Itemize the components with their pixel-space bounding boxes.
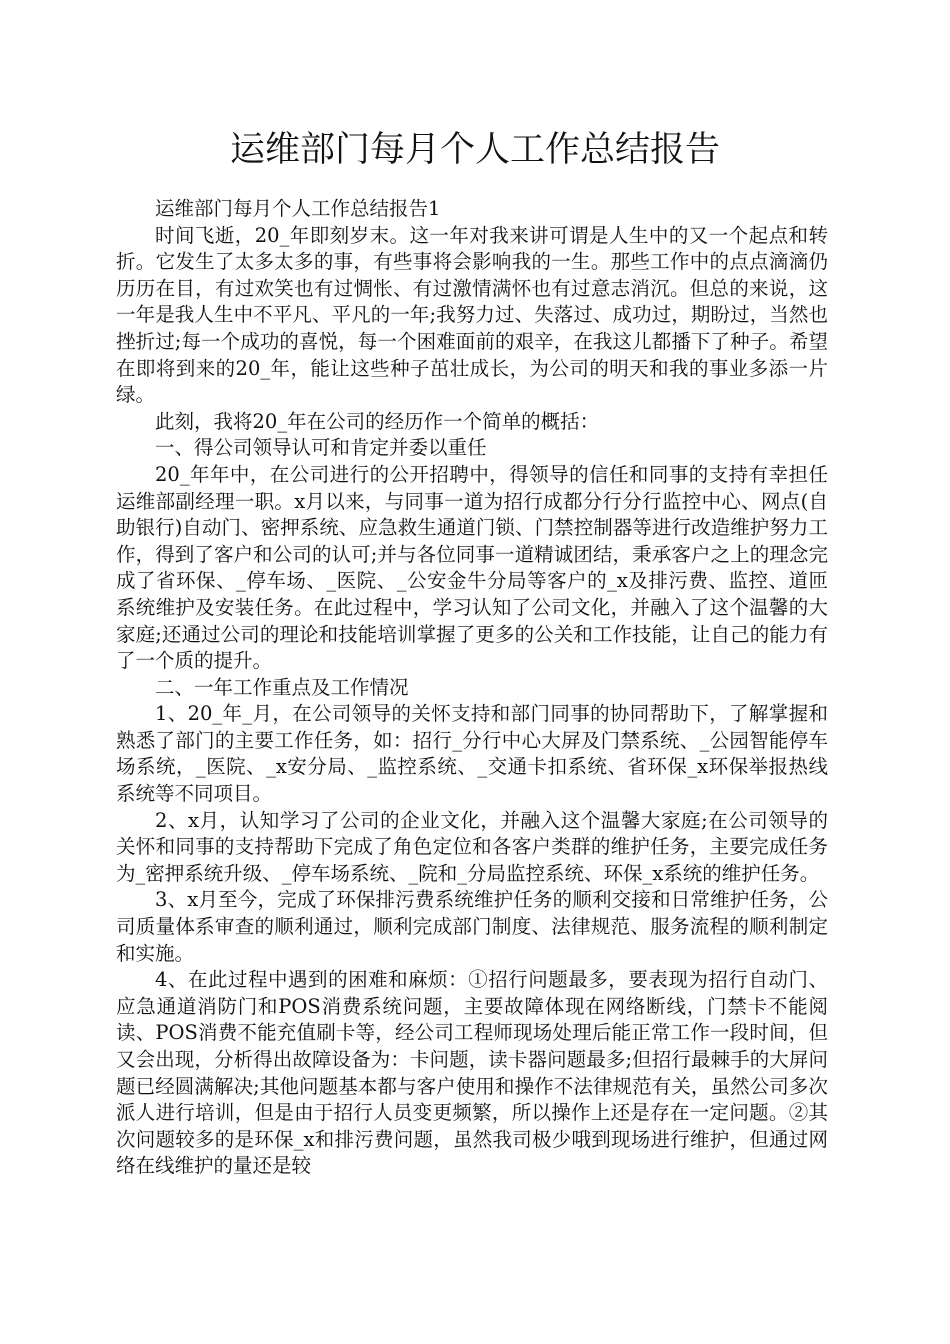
paragraph-item-1: 1、20_年_月，在公司领导的关怀支持和部门同事的协同帮助下，了解掌握和熟悉了部门的主要工作任务，如：招行_分行中心大屏及门禁系统、_公园智能停车场系统，_医院、_x安分局、_监控系统、_交通卡扣系统、省环保_x环保举报热线系统等不同项目。 — [116, 702, 828, 806]
paragraph-item-2: 2、x月，认知学习了公司的企业文化，并融入这个温馨大家庭;在公司领导的关怀和同事的支持帮助下完成了角色定位和各客户类群的维护任务，主要完成任务为_密押系统升级、_停车场系统、_院和_分局监控系统、环保_x系统的维护任务。 — [116, 808, 828, 885]
paragraph-item-4: 4、在此过程中遇到的困难和麻烦：①招行问题最多，要表现为招行自动门、应急通道消防门和POS消费系统问题，主要故障体现在网络断线，门禁卡不能阅读、POS消费不能充值刷卡等，经公司工程师现场处理后能正常工作一段时间，但又会出现，分析得出故障设备为：卡问题，读卡器问题最多;但招行最棘手的大屏问题已经圆满解决;其他问题基本都与客户使用和操作不法律规范有关，虽然公司多次派人进行培训，但是由于招行人员变更频繁，所以操作上还是存在一定问题。②其次问题较多的是环保_x和排污费问题，虽然我司极少哦到现场进行维护，但通过网络在线维护的量还是较 — [116, 968, 828, 1178]
paragraph-section-1: 20_年年中，在公司进行的公开招聘中，得领导的信任和同事的支持有幸担任运维部副经理一职。x月以来，与同事一道为招行成都分行分行监控中心、网点(自助银行)自动门、密押系统、应急救生通道门锁、门禁控制器等进行改造维护努力工作，得到了客户和公司的认可;并与各位同事一道精诚团结，秉承客户之上的理念完成了省环保、_停车场、_医院、_公安金牛分局等客户的_x及排污费、监控、道匝系统维护及安装任务。在此过程中，学习认知了公司文化，并融入了这个温馨的大家庭;还通过公司的理论和技能培训掌握了更多的公关和工作技能，让自己的能力有了一个质的提升。 — [116, 462, 828, 673]
report-subtitle: 运维部门每月个人工作总结报告1 — [155, 197, 441, 220]
paragraph-summary-lead: 此刻，我将20_年在公司的经历作一个简单的概括： — [155, 409, 600, 433]
section-heading-2: 二、一年工作重点及工作情况 — [155, 675, 409, 699]
document-title: 运维部门每月个人工作总结报告 — [229, 130, 720, 170]
section-heading-1: 一、得公司领导认可和肯定并委以重任 — [155, 436, 487, 460]
paragraph-item-3: 3、x月至今，完成了环保排污费系统维护任务的顺利交接和日常维护任务，公司质量体系审查的顺利通过，顺利完成部门制度、法律规范、服务流程的顺利制定和实施。 — [116, 888, 828, 965]
document-body — [116, 196, 828, 1180]
paragraph-intro: 时间飞逝，20_年即刻岁末。这一年对我来讲可谓是人生中的又一个起点和转折。它发生了太多太多的事，有些事将会影响我的一生。那些工作中的点点滴滴仍历历在目，有过欢笑也有过惆怅、有过激情满怀也有过意志消沉。但总的来说，这一年是我人生中不平凡、平凡的一年;我努力过、失落过、成功过，期盼过，当然也挫折过;每一个成功的喜悦，每一个困难面前的艰辛，在我这儿都播下了种子。希望在即将到来的20_年，能让这些种子茁壮成长，为公司的明天和我的事业多添一片绿。 — [116, 223, 828, 407]
